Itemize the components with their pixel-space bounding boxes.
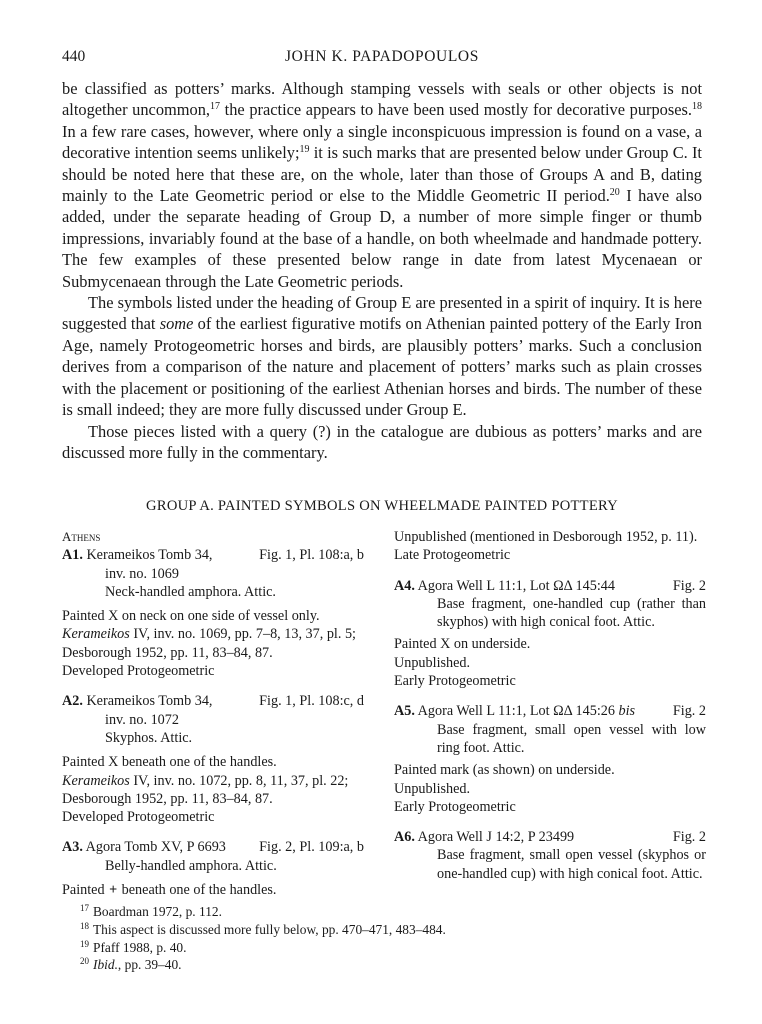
- entry-label: A2.: [62, 693, 83, 710]
- figure-ref: Fig. 1, Pl. 108:a, b: [259, 547, 364, 564]
- footnote-ref-18[interactable]: 18: [692, 101, 702, 113]
- footnotes: [80, 903, 700, 974]
- bibliography: Kerameikos IV, inv. no. 1069, pp. 7–8, 13, 37, pl. 5;: [62, 626, 356, 643]
- figure-ref: Fig. 2: [672, 829, 706, 846]
- catalogue-entry-a2: A2. Kerameikos Tomb 34, Fig. 1, Pl. 108:c, d inv. no. 1072 Skyphos. Attic. Painted X beneath one of the handles. Kerameikos IV, inv. no. 1072, pp. 8, 11, 37, pl. 22; Desborough 1952, pp. 11, 83–84, 87. Developed Protogeometric: [62, 693, 364, 826]
- catalogue-entry-a5: A5. Agora Well L 11:1, Lot ΩΔ 145:26 bis Fig. 2 Base fragment, small open vessel with low ring foot. Attic. Painted mark (as shown) on underside. Unpublished. Early Protogeometric: [394, 703, 706, 815]
- mark-description: Painted mark (as shown) on underside.: [394, 762, 615, 779]
- running-author: JOHN K. PAPADOPOULOS: [285, 48, 479, 65]
- entry-label: A3.: [62, 839, 83, 856]
- entry-label: A6.: [394, 829, 415, 846]
- site-heading: Athens: [62, 529, 101, 544]
- entry-label: A5.: [394, 703, 415, 720]
- bibliography: Kerameikos IV, inv. no. 1072, pp. 8, 11, 37, pl. 22;: [62, 772, 349, 789]
- cross-symbol: +: [109, 882, 118, 899]
- entry-label: A1.: [62, 547, 83, 564]
- footnote-ref-17[interactable]: 17: [210, 101, 221, 113]
- catalogue-entry-a1: A1. Kerameikos Tomb 34, Fig. 1, Pl. 108:a, b inv. no. 1069 Neck-handled amphora. Attic. Painted X on neck on one side of vessel only. Kerameikos IV, inv. no. 1069, pp. 7–8, 13, 37, pl. 5; Desborough 1952, pp. 11, 83–84, 87. Developed Protogeometric: [62, 547, 364, 680]
- footnote-ref-19[interactable]: 19: [299, 144, 310, 156]
- footnote-ref-20[interactable]: 20: [609, 187, 620, 199]
- mark-description: Painted X beneath one of the handles.: [62, 754, 277, 771]
- date: Developed Protogeometric: [62, 809, 215, 826]
- footnote-17: $^{17}$ Boardman 1972, p. 112.: [80, 903, 222, 919]
- catalogue-column-left: [62, 528, 364, 911]
- catalogue-entry-a4: A4. Agora Well L 11:1, Lot ΩΔ 145:44 Fig. 2 Base fragment, one-handled cup (rather than skyphos) with high conical foot. Attic. Painted X on underside. Unpublished. Early Protogeometric: [394, 577, 706, 690]
- running-header: [62, 48, 702, 70]
- page-number: 440: [62, 48, 86, 65]
- date: Developed Protogeometric: [62, 663, 215, 680]
- body-text: [62, 78, 702, 463]
- catalogue-entry-a3-continued: Unpublished (mentioned in Desborough 1952, p. 11). Late Protogeometric: [394, 528, 706, 565]
- group-heading: GROUP A. PAINTED SYMBOLS ON WHEELMADE PAINTED POTTERY: [146, 498, 618, 514]
- figure-ref: Fig. 2, Pl. 109:a, b: [259, 839, 364, 856]
- paragraph-3: Those pieces listed with a query (?) in the catalogue are dubious as potters’ marks and are discussed more fully in the commentary.: [62, 421, 702, 462]
- footnote-18: $^{18}$ This aspect is discussed more fully below, pp. 470–471, 483–484.: [80, 920, 446, 937]
- figure-ref: Fig. 1, Pl. 108:c, d: [259, 693, 364, 710]
- date: Early Protogeometric: [394, 798, 516, 815]
- footnote-20: $^{20}$ Ibid., pp. 39–40.: [80, 956, 182, 973]
- mark-description: Painted X on neck on one side of vessel only.: [62, 608, 320, 625]
- date: Late Protogeometric: [394, 547, 511, 564]
- mark-description: Painted X on underside.: [394, 636, 531, 653]
- entry-label: A4.: [394, 577, 415, 594]
- footnote-19: $^{19}$ Pfaff 1988, p. 40.: [80, 938, 187, 955]
- catalogue-column-right: [394, 528, 706, 895]
- catalogue-entry-a6: A6. Agora Well J 14:2, P 23499 Fig. 2 Base fragment, small open vessel (skyphos or one-handled cup) with high conical foot. Attic.: [394, 829, 706, 882]
- figure-ref: Fig. 2: [672, 703, 706, 720]
- figure-ref: Fig. 2: [672, 577, 706, 594]
- paragraph-1: be classified as potters’ marks. Although stamping vessels with seals or other objects is not altogether uncommon,$^{17}$ the practice appears to have been used mostly for decorative purposes.$^{18}$ In a few rare cases, however, where only a single inconspicuous impression is found on a vase, a decorative intention seems unlikely;$^{19}$ it is such marks that are presented below under Group C. It should be noted here that these are, on the whole, later than those of Groups A and B, dating mainly to the Late Geometric period or else to the Middle Geometric II period.$^{20}$ I have also added, under the separate heading of Group D, a number of more simple finger or thumb impressions, invariably found at the base of a handle, on both wheelmade and handmade pottery. The few examples of these presented below range in date from latest Mycenaean or Submycenaean through the Late Geometric periods.: [62, 79, 702, 291]
- paragraph-2: The symbols listed under the heading of Group E are presented in a spirit of inquiry. It is here suggested that some of the earliest figurative motifs on Athenian painted pottery of the Early Iron Age, namely Protogeometric horses and birds, are plausibly potters’ marks. Such a conclusion derives from a comparison of the nature and placement of potters’ marks such as plain crosses with the placement or positioning of the earliest Athenian horses and birds. The number of these is small indeed; they are more fully discussed under Group E.: [62, 293, 703, 420]
- catalogue-entry-a3: A3. Agora Tomb XV, P 6693 Fig. 2, Pl. 109:a, b Belly-handled amphora. Attic. Painted + beneath one of the handles.: [62, 839, 364, 899]
- date: Early Protogeometric: [394, 673, 516, 690]
- mark-description: Painted + beneath one of the handles.: [62, 882, 277, 899]
